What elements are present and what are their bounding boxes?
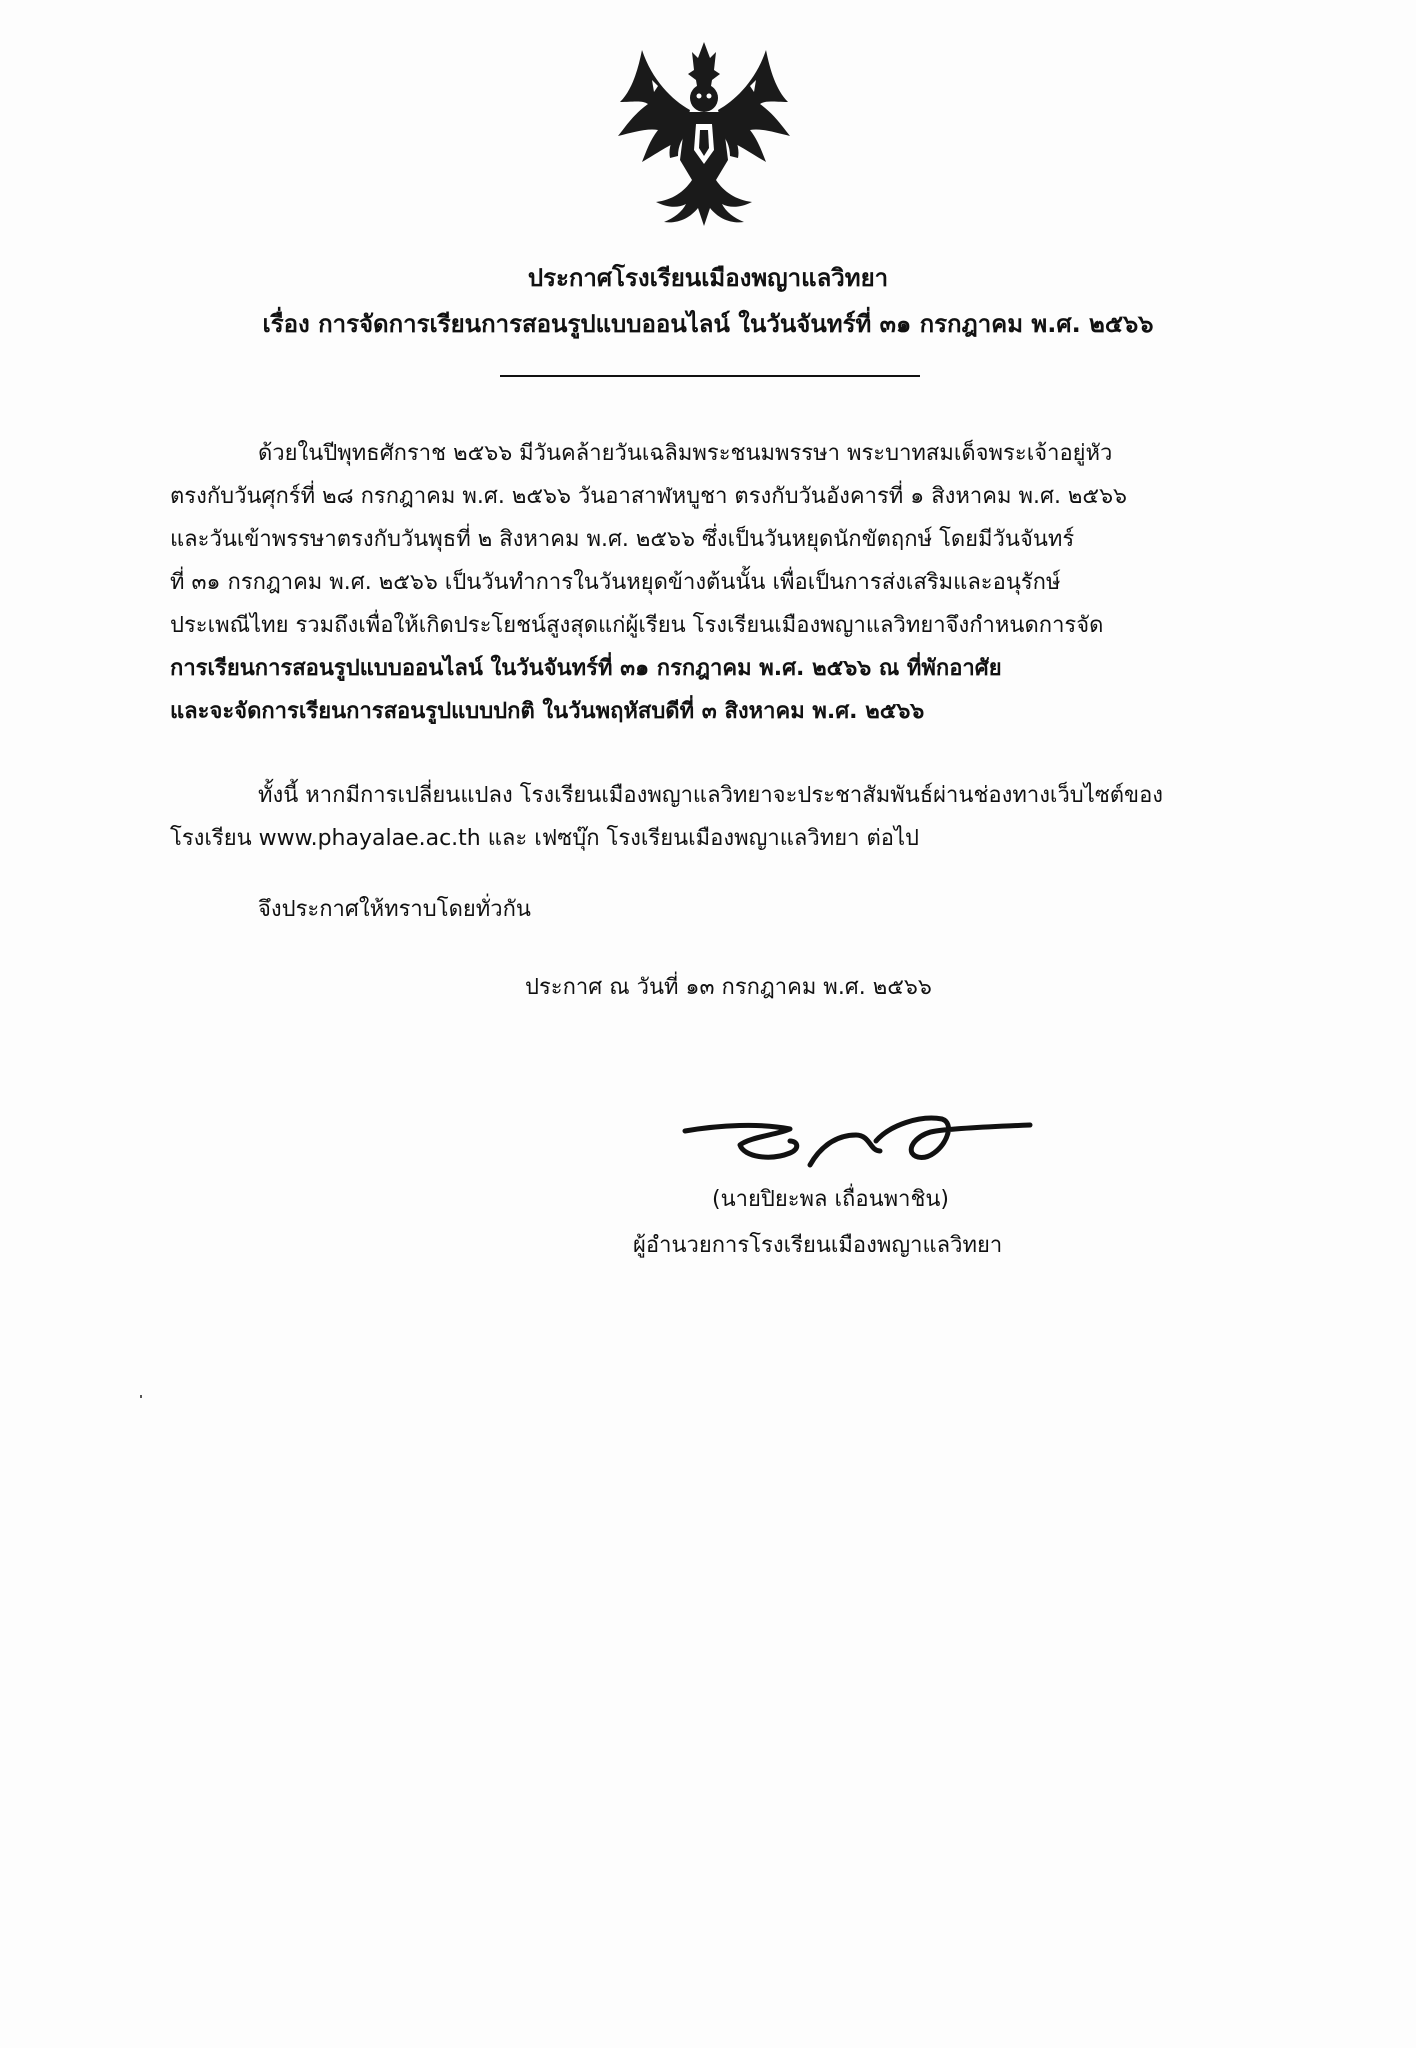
paragraph-line: ตรงกับวันศุกร์ที่ ๒๘ กรกฎาคม พ.ศ. ๒๕๖๖ วันอาสาฬหบูชา ตรงกับวันอังคารที่ ๑ สิงหาคม พ.ศ. ๒๕๖๖	[170, 484, 1128, 509]
signer-position: ผู้อำนวยการโรงเรียนเมืองพญาแลวิทยา	[633, 1233, 1003, 1258]
paragraph-line: ประเพณีไทย รวมถึงเพื่อให้เกิดประโยชน์สูงสุดแก่ผู้เรียน โรงเรียนเมืองพญาแลวิทยาจึงกำหนดการจัด	[170, 613, 1104, 638]
paragraph-line: และวันเข้าพรรษาตรงกับวันพุธที่ ๒ สิงหาคม พ.ศ. ๒๕๖๖ ซึ่งเป็นวันหยุดนักขัตฤกษ์ โดยมีวันจันทร์	[170, 527, 1075, 552]
signer-name: (นายปิยะพล เถื่อนพาชิน)	[712, 1187, 950, 1212]
announcement-subject: เรื่อง การจัดการเรียนการสอนรูปแบบออนไลน์ ในวันจันทร์ที่ ๓๑ กรกฎาคม พ.ศ. ๒๕๖๖	[262, 310, 1154, 338]
paragraph-line-emphasis: และจะจัดการเรียนการสอนรูปแบบปกติ ในวันพฤหัสบดีที่ ๓ สิงหาคม พ.ศ. ๒๕๖๖	[170, 699, 925, 724]
announcement-title: ประกาศโรงเรียนเมืองพญาแลวิทยา	[527, 264, 889, 292]
signature-icon	[680, 1095, 1040, 1175]
paragraph-line: ด้วยในปีพุทธศักราช ๒๕๖๖ มีวันคล้ายวันเฉลิมพระชนมพรรษา พระบาทสมเด็จพระเจ้าอยู่หัว	[258, 441, 1113, 466]
paragraph-line: ทั้งนี้ หากมีการเปลี่ยนแปลง โรงเรียนเมืองพญาแลวิทยาจะประชาสัมพันธ์ผ่านช่องทางเว็บไซต์ของ	[258, 783, 1164, 808]
paragraph-line-emphasis: การเรียนการสอนรูปแบบออนไลน์ ในวันจันทร์ที่ ๓๑ กรกฎาคม พ.ศ. ๒๕๖๖ ณ ที่พักอาศัย	[170, 656, 1002, 681]
closing-statement: จึงประกาศให้ทราบโดยทั่วกัน	[258, 897, 531, 922]
scan-speck	[140, 1395, 142, 1398]
paragraph-line: ที่ ๓๑ กรกฎาคม พ.ศ. ๒๕๖๖ เป็นวันทำการในวันหยุดข้างต้นนั้น เพื่อเป็นการส่งเสริมและอนุรักษ์	[170, 570, 1061, 595]
body-paragraph-2	[170, 774, 1270, 860]
garuda-emblem-icon	[612, 40, 797, 230]
paragraph-line: โรงเรียน www.phayalae.ac.th และ เฟซบุ๊ก โรงเรียนเมืองพญาแลวิทยา ต่อไป	[170, 826, 920, 851]
body-paragraph-1	[170, 432, 1270, 733]
announcement-date: ประกาศ ณ วันที่ ๑๓ กรกฎาคม พ.ศ. ๒๕๖๖	[525, 975, 932, 1000]
title-divider	[500, 375, 920, 377]
